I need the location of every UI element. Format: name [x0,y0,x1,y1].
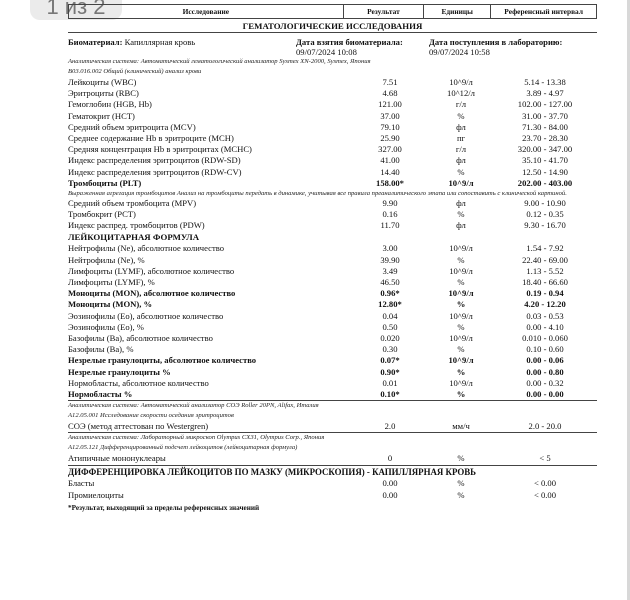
test-ref: 22.40 - 69.00 [522,254,568,265]
test-ref: 320.00 - 347.00 [517,144,573,155]
test-value: 3.49 [382,265,398,276]
table-row [68,490,597,501]
microscope-note: Аналитическая система: Лабораторный микроскоп Olympus CX31, Olympus Corp., Япония [68,434,325,442]
table-row [68,322,597,333]
test-ref: 0.00 - 4.10 [526,321,564,332]
test-name: Средняя концентрация Hb в эритроцитах (MCHC) [68,144,252,155]
test-name: Индекс распределения эритроцитов (RDW-CV) [68,166,242,177]
test-ref: 0.00 - 0.80 [526,366,564,377]
table-row [68,333,597,344]
leuko-results [68,243,597,400]
test-name: Эозинофилы (Eo), % [68,321,144,332]
test-value: 2.0 [384,421,396,432]
table-row [68,255,597,266]
test-ref: 9.30 - 16.70 [524,220,566,231]
test-ref: 71.30 - 84.00 [522,121,568,132]
test-ref: 0.19 - 0.94 [526,288,564,299]
test-name: Тромбоциты (PLT) [68,177,142,188]
table-row [68,167,597,178]
test-ref: 0.00 - 0.32 [526,377,564,388]
test-name: Индекс распред. тромбоцитов (PDW) [68,220,205,231]
test-units: 10^9/л [449,377,473,388]
biomaterial-info [68,37,597,57]
test-units: г/л [455,144,467,155]
test-value: 9.90 [382,197,398,208]
analyzer-note: Аналитическая система: Автоматический гематологический анализатор Sysmex XN-2000, Sysmex, Япония [68,58,371,65]
test-units: 10^9/л [449,310,473,321]
test-ref: < 5 [539,453,551,464]
header-ref: Референсный интервал [491,5,597,19]
test-name: Атипичные мононуклеары [68,453,166,464]
page-indicator: 1 из 2 [30,0,122,20]
cbc-results [68,77,597,189]
test-ref: 23.70 - 28.30 [522,132,568,143]
test-value: 41.00 [380,155,400,166]
platelet-results [68,198,597,232]
test-value: 14.40 [380,166,400,177]
test-units: % [456,388,466,399]
test-units: фл [456,121,466,132]
test-ref: 0.010 - 0.060 [522,332,568,343]
microscopy-section-title: ДИФФЕРЕНЦИРОВКА ЛЕЙКОЦИТОВ ПО МАЗКУ (МИКРОСКОПИЯ) - КАПИЛЛЯРНАЯ КРОВЬ [68,465,597,478]
test-name: Лейкоциты (WBC) [68,77,137,87]
test-name: Эритроциты (RBC) [68,88,139,99]
test-ref: 102.00 - 127.00 [517,99,573,110]
header-result: Результат [343,5,423,19]
table-row [68,389,597,400]
test-value: 121.00 [378,99,402,110]
header-test: Исследование [69,5,344,19]
test-name: Гемоглобин (HGB, Hb) [68,99,152,110]
test-units: 10^9/л [448,355,474,366]
received-label: Дата поступления в лабораторию: [429,37,563,47]
test-name: Нейтрофилы (Ne), абсолютное количество [68,243,225,254]
test-units: % [457,478,465,489]
table-row [68,344,597,355]
table-row [68,478,597,489]
test-ref: 9.00 - 10.90 [524,197,566,208]
test-ref: 1.54 - 7.92 [526,243,564,254]
test-ref: < 0.00 [533,478,557,489]
section-title: ГЕМАТОЛОГИЧЕСКИЕ ИССЛЕДОВАНИЯ [68,21,597,33]
test-units: 10^12/л [447,88,475,99]
microscope-code-note: A12.05.121 Дифференцированный подсчет лейкоцитов (лейкоцитарная формула) [68,444,298,452]
test-ref: 5.14 - 13.38 [524,77,566,87]
table-row [68,220,597,231]
table-row [68,243,597,254]
test-name: Моноциты (MON), % [68,299,153,310]
test-name: Среднее содержание Hb в эритроците (MCH) [68,132,234,143]
test-ref: 0.00 - 0.06 [526,355,564,366]
table-row [68,155,597,166]
test-value: 37.00 [380,110,400,121]
test-ref: < 0.00 [533,489,557,500]
test-units: % [457,209,465,220]
table-row [68,421,597,432]
test-value: 0.07* [380,355,400,366]
test-name: Лимфоциты (LYMF), % [68,277,155,287]
test-value: 327.00 [378,144,402,155]
test-name: Нормобласты, абсолютное количество [68,377,209,388]
test-name: СОЭ (метод аттестован по Westergren) [68,421,209,432]
test-value: 0.00 [382,478,398,489]
test-units: 10^9/л [448,288,474,299]
test-units: % [457,277,465,287]
test-ref: 12.50 - 14.90 [522,166,568,177]
test-units: % [457,110,465,121]
taken-value: 09/07/2024 10:08 [296,47,357,57]
test-units: % [457,489,465,500]
esr-analyzer-note: Аналитическая система: Автоматический анализатор СОЭ Roller 20PN, Alifax, Италия [68,402,319,410]
test-value: 0.96* [380,288,400,299]
footnote: *Результат, выходящий за пределы референсных значений [68,503,260,512]
test-name: Нейтрофилы (Ne), % [68,254,145,265]
esr-code-note: A12.05.001 Исследование скорости оседания эритроцитов [68,412,234,420]
test-units: фл [456,197,466,208]
table-row [68,77,597,88]
table-row [68,178,597,189]
test-value: 0.01 [382,377,398,388]
test-units: 10^9/л [448,177,474,188]
test-name: Бласты [68,478,95,489]
test-name: Тромбокрит (PCT) [68,209,136,220]
test-ref: 31.00 - 37.70 [522,110,568,121]
table-row [68,122,597,133]
test-units: % [457,344,465,355]
test-name: Промиелоциты [68,489,124,500]
test-value: 46.50 [380,277,400,287]
test-name: Нормобласты % [68,388,133,399]
test-ref: 35.10 - 41.70 [522,155,568,166]
header-units: Единицы [424,5,491,19]
test-name: Лимфоциты (LYMF), абсолютное количество [68,265,235,276]
biomaterial-value: Капиллярная кровь [124,37,196,47]
test-value: 0.10* [380,388,400,399]
test-units: мм/ч [452,421,470,432]
test-value: 4.68 [382,88,398,99]
table-row [68,277,597,288]
test-value: 0.50 [382,321,398,332]
test-name: Базофилы (Ba), % [68,344,134,355]
table-row [68,111,597,122]
test-value: 0.90* [380,366,400,377]
table-row [68,99,597,110]
test-ref: 202.00 - 403.00 [517,177,573,188]
biomaterial-label: Биоматериал: [68,37,123,47]
test-value: 158.00* [376,177,404,188]
test-units: фл [456,220,466,231]
test-ref: 0.12 - 0.35 [526,209,564,220]
table-row [68,299,597,310]
test-ref: 2.0 - 20.0 [528,421,562,432]
taken-label: Дата взятия биоматериала: [296,37,403,47]
test-value: 12.80* [378,299,402,310]
test-value: 0.16 [382,209,398,220]
test-units: 10^9/л [449,332,473,343]
test-units: % [457,166,465,177]
test-units: % [457,254,465,265]
test-ref: 18.40 - 66.60 [522,277,568,287]
test-ref: 0.00 - 0.00 [526,388,564,399]
test-name: Средний объем тромбоцита (MPV) [68,197,197,208]
test-units: пг [456,132,466,143]
test-units: % [456,299,466,310]
table-row [68,378,597,389]
test-value: 7.51 [382,77,398,87]
test-ref: 1.13 - 5.52 [526,265,564,276]
test-value: 0.00 [382,489,398,500]
test-value: 39.90 [380,254,400,265]
lab-report [68,4,597,512]
table-row [68,144,597,155]
test-units: 10^9/л [449,243,473,254]
test-ref: 0.03 - 0.53 [526,310,564,321]
service-code-note: B03.016.002 Общий (клинический) анализ крови [68,68,202,75]
test-units: 10^9/л [449,265,473,276]
test-name: Эозинофилы (Eo), абсолютное количество [68,310,224,321]
test-units: 10^9/л [449,77,473,87]
test-units: фл [456,155,466,166]
test-units: г/л [455,99,467,110]
test-name: Базофилы (Ba), абсолютное количество [68,332,213,343]
test-value: 0 [387,453,393,464]
table-row [68,133,597,144]
test-value: 11.70 [380,220,400,231]
test-name: Незрелые гранулоциты % [68,366,171,377]
test-units: % [456,366,466,377]
table-row [68,288,597,299]
table-row [68,88,597,99]
test-name: Индекс распределения эритроцитов (RDW-SD) [68,155,241,166]
table-row [68,266,597,277]
test-units: % [457,321,465,332]
test-name: Гематокрит (HCT) [68,110,135,121]
table-header [68,4,597,19]
table-row [68,311,597,322]
test-value: 0.30 [382,344,398,355]
test-value: 3.00 [382,243,398,254]
test-value: 79.10 [380,121,400,132]
table-row [68,355,597,366]
test-value: 25.90 [380,132,400,143]
table-row [68,198,597,209]
table-row [68,209,597,220]
plt-comment: Выраженная агрегация тромбоцитов Анализ на тромбоциты передать в динамике, учитывая все правила преаналитического этапа или сопоставить с клинической картиной. [68,189,567,197]
test-ref: 0.10 - 0.60 [526,344,564,355]
table-row [68,453,597,464]
test-value: 0.020 [380,332,400,343]
test-name: Средний объем эритроцита (MCV) [68,121,196,132]
test-name: Незрелые гранулоциты, абсолютное количество [68,355,257,366]
test-units: % [457,453,465,464]
test-ref: 4.20 - 12.20 [524,299,566,310]
table-row [68,367,597,378]
test-value: 0.04 [382,310,398,321]
received-value: 09/07/2024 10:58 [429,47,490,57]
leuko-section-title: ЛЕЙКОЦИТАРНАЯ ФОРМУЛА [68,232,200,243]
test-ref: 3.89 - 4.97 [526,88,564,99]
test-name: Моноциты (MON), абсолютное количество [68,288,236,299]
microscopy-results [68,478,597,500]
